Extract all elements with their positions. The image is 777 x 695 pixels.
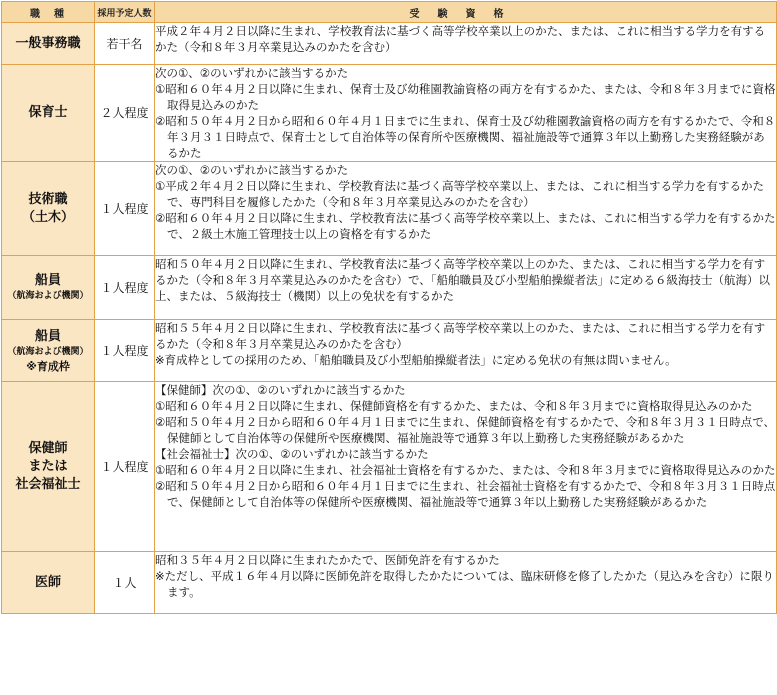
qualification-item: ②昭和５０年４月２日から昭和６０年４月１日までに生まれ、保健師資格を有するかたで、令和８年３月３１日時点で、保健師として自治体等の保健所や医療機関、福祉施設等で通算３年以上勤務した実務経験があるかた xyxy=(155,415,776,445)
qualification-text: 【保健師】次の①、②のいずれかに該当するかた xyxy=(155,383,406,397)
table-row xyxy=(2,162,777,256)
header-qualifications: 受験資格 xyxy=(155,2,777,23)
qualification-text: 平成２年４月２日以降に生まれ、学校教育法に基づく高等学校卒業以上のかた、または、これに相当する学力を有するかた（令和８年３月卒業見込みのかたを含む） xyxy=(155,24,766,54)
qualification-cell xyxy=(155,65,777,162)
table-row xyxy=(2,65,777,162)
table-row xyxy=(2,382,777,552)
qualification-cell xyxy=(155,382,777,552)
qualification-cell xyxy=(155,320,777,382)
qualification-text: ※育成枠としての採用のため、「船舶職員及び小型船舶操縦者法」に定める免状の有無は問いません。 xyxy=(155,353,677,367)
job-type-label: （土木） xyxy=(21,209,74,225)
qualification-cell xyxy=(155,552,777,614)
job-type-cell xyxy=(2,65,95,162)
job-type-cell xyxy=(2,256,95,320)
job-type-sublabel: （航海および機関） xyxy=(7,291,89,301)
job-type-label: 船員 xyxy=(34,328,61,344)
qualification-item: ①昭和６０年４月２日以降に生まれ、保育士及び幼稚園教諭資格の両方を有するかた、または、令和８年３月までに資格取得見込みのかた xyxy=(155,82,776,112)
qualification-cell xyxy=(155,23,777,65)
qualification-text: 次の①、②のいずれかに該当するかた xyxy=(155,163,349,177)
qualification-item: ①平成２年４月２日以降に生まれ、学校教育法に基づく高等学校卒業以上、または、これに相当する学力を有するかたで、専門科目を履修したかた（令和８年３月卒業見込みのかたを含む） xyxy=(155,179,764,209)
qualification-text: 昭和５５年４月２日以降に生まれ、学校教育法に基づく高等学校卒業以上のかた、または、これに相当する学力を有するかた（令和８年３月卒業見込みのかたを含む） xyxy=(155,321,766,351)
qualification-item: ②昭和６０年４月２日以降に生まれ、学校教育法に基づく高等学校卒業以上、または、これに相当する学力を有するかたで、２級土木施工管理技士以上の資格を有するかた xyxy=(155,211,776,241)
planned-count-cell: １人 xyxy=(95,552,155,614)
job-type-cell xyxy=(2,320,95,382)
job-type-sublabel: （航海および機関） xyxy=(7,346,89,357)
header-job-type: 職 種 xyxy=(2,2,95,23)
qualification-item: ②昭和５０年４月２日から昭和６０年４月１日までに生まれ、保育士及び幼稚園教諭資格の両方を有するかたで、令和８年３月３１日時点で、保育士として自治体等の保育所や医療機関、福祉施設等で通算３年以上勤務した実務経験があるかた xyxy=(155,114,776,160)
job-type-label: 医師 xyxy=(34,574,61,590)
qualification-text: 昭和３５年４月２日以降に生まれたかたで、医師免許を有するかた xyxy=(155,553,500,567)
qualification-text: 昭和５０年４月２日以降に生まれ、学校教育法に基づく高等学校卒業以上のかた、または、これに相当する学力を有するかた（令和８年３月卒業見込みのかたを含む）で、「船舶職員及び小型船舶操縦者法」に定める６級海技士（航海）以上、または、５級海技士（機関）以上の免状を有するかた xyxy=(155,257,771,303)
planned-count-cell: １人程度 xyxy=(95,256,155,320)
job-type-label: または xyxy=(28,458,68,474)
planned-count-cell: １人程度 xyxy=(95,382,155,552)
job-type-label: 船員 xyxy=(34,273,61,288)
planned-count-cell: １人程度 xyxy=(95,162,155,256)
qualification-item: ①昭和６０年４月２日以降に生まれ、社会福祉士資格を有するかた、または、令和８年３月までに資格取得見込みのかた xyxy=(155,463,776,477)
table-row xyxy=(2,320,777,382)
qualification-item: ②昭和５０年４月２日から昭和６０年４月１日までに生まれ、社会福祉士資格を有するかたで、令和８年３月３１日時点で、保健師として自治体等の保健所や医療機関、福祉施設等で通算３年以上勤務した実務経験があるかた xyxy=(155,479,776,509)
job-type-cell xyxy=(2,552,95,614)
job-type-label: 一般事務職 xyxy=(15,35,81,51)
qualification-text: 次の①、②のいずれかに該当するかた xyxy=(155,66,349,80)
planned-count-cell: 若干名 xyxy=(95,23,155,65)
qualification-cell xyxy=(155,256,777,320)
job-type-note: ※育成枠 xyxy=(26,359,70,373)
qualification-item: ※ただし、平成１６年４月以降に医師免許を取得したかたについては、臨床研修を修了したかた（見込みを含む）に限ります。 xyxy=(155,569,774,599)
header-planned-count: 採用予定人数 xyxy=(95,2,155,23)
table-row xyxy=(2,256,777,320)
qualification-table xyxy=(1,1,777,614)
job-type-label: 保育士 xyxy=(28,105,68,120)
qualification-cell xyxy=(155,162,777,256)
job-type-cell xyxy=(2,162,95,256)
job-type-label: 保健師 xyxy=(28,440,68,456)
planned-count-cell: １人程度 xyxy=(95,320,155,382)
table-row xyxy=(2,552,777,614)
header-row xyxy=(2,2,777,23)
qualification-item: ①昭和６０年４月２日以降に生まれ、保健師資格を有するかた、または、令和８年３月までに資格取得見込みのかた xyxy=(155,399,753,413)
job-type-label: 社会福祉士 xyxy=(15,476,81,492)
qualification-text: 【社会福祉士】次の①、②のいずれかに該当するかた xyxy=(155,447,429,461)
job-type-cell xyxy=(2,382,95,552)
table-row xyxy=(2,23,777,65)
job-type-cell xyxy=(2,23,95,65)
planned-count-cell: ２人程度 xyxy=(95,65,155,162)
job-type-label: 技術職 xyxy=(28,191,68,207)
